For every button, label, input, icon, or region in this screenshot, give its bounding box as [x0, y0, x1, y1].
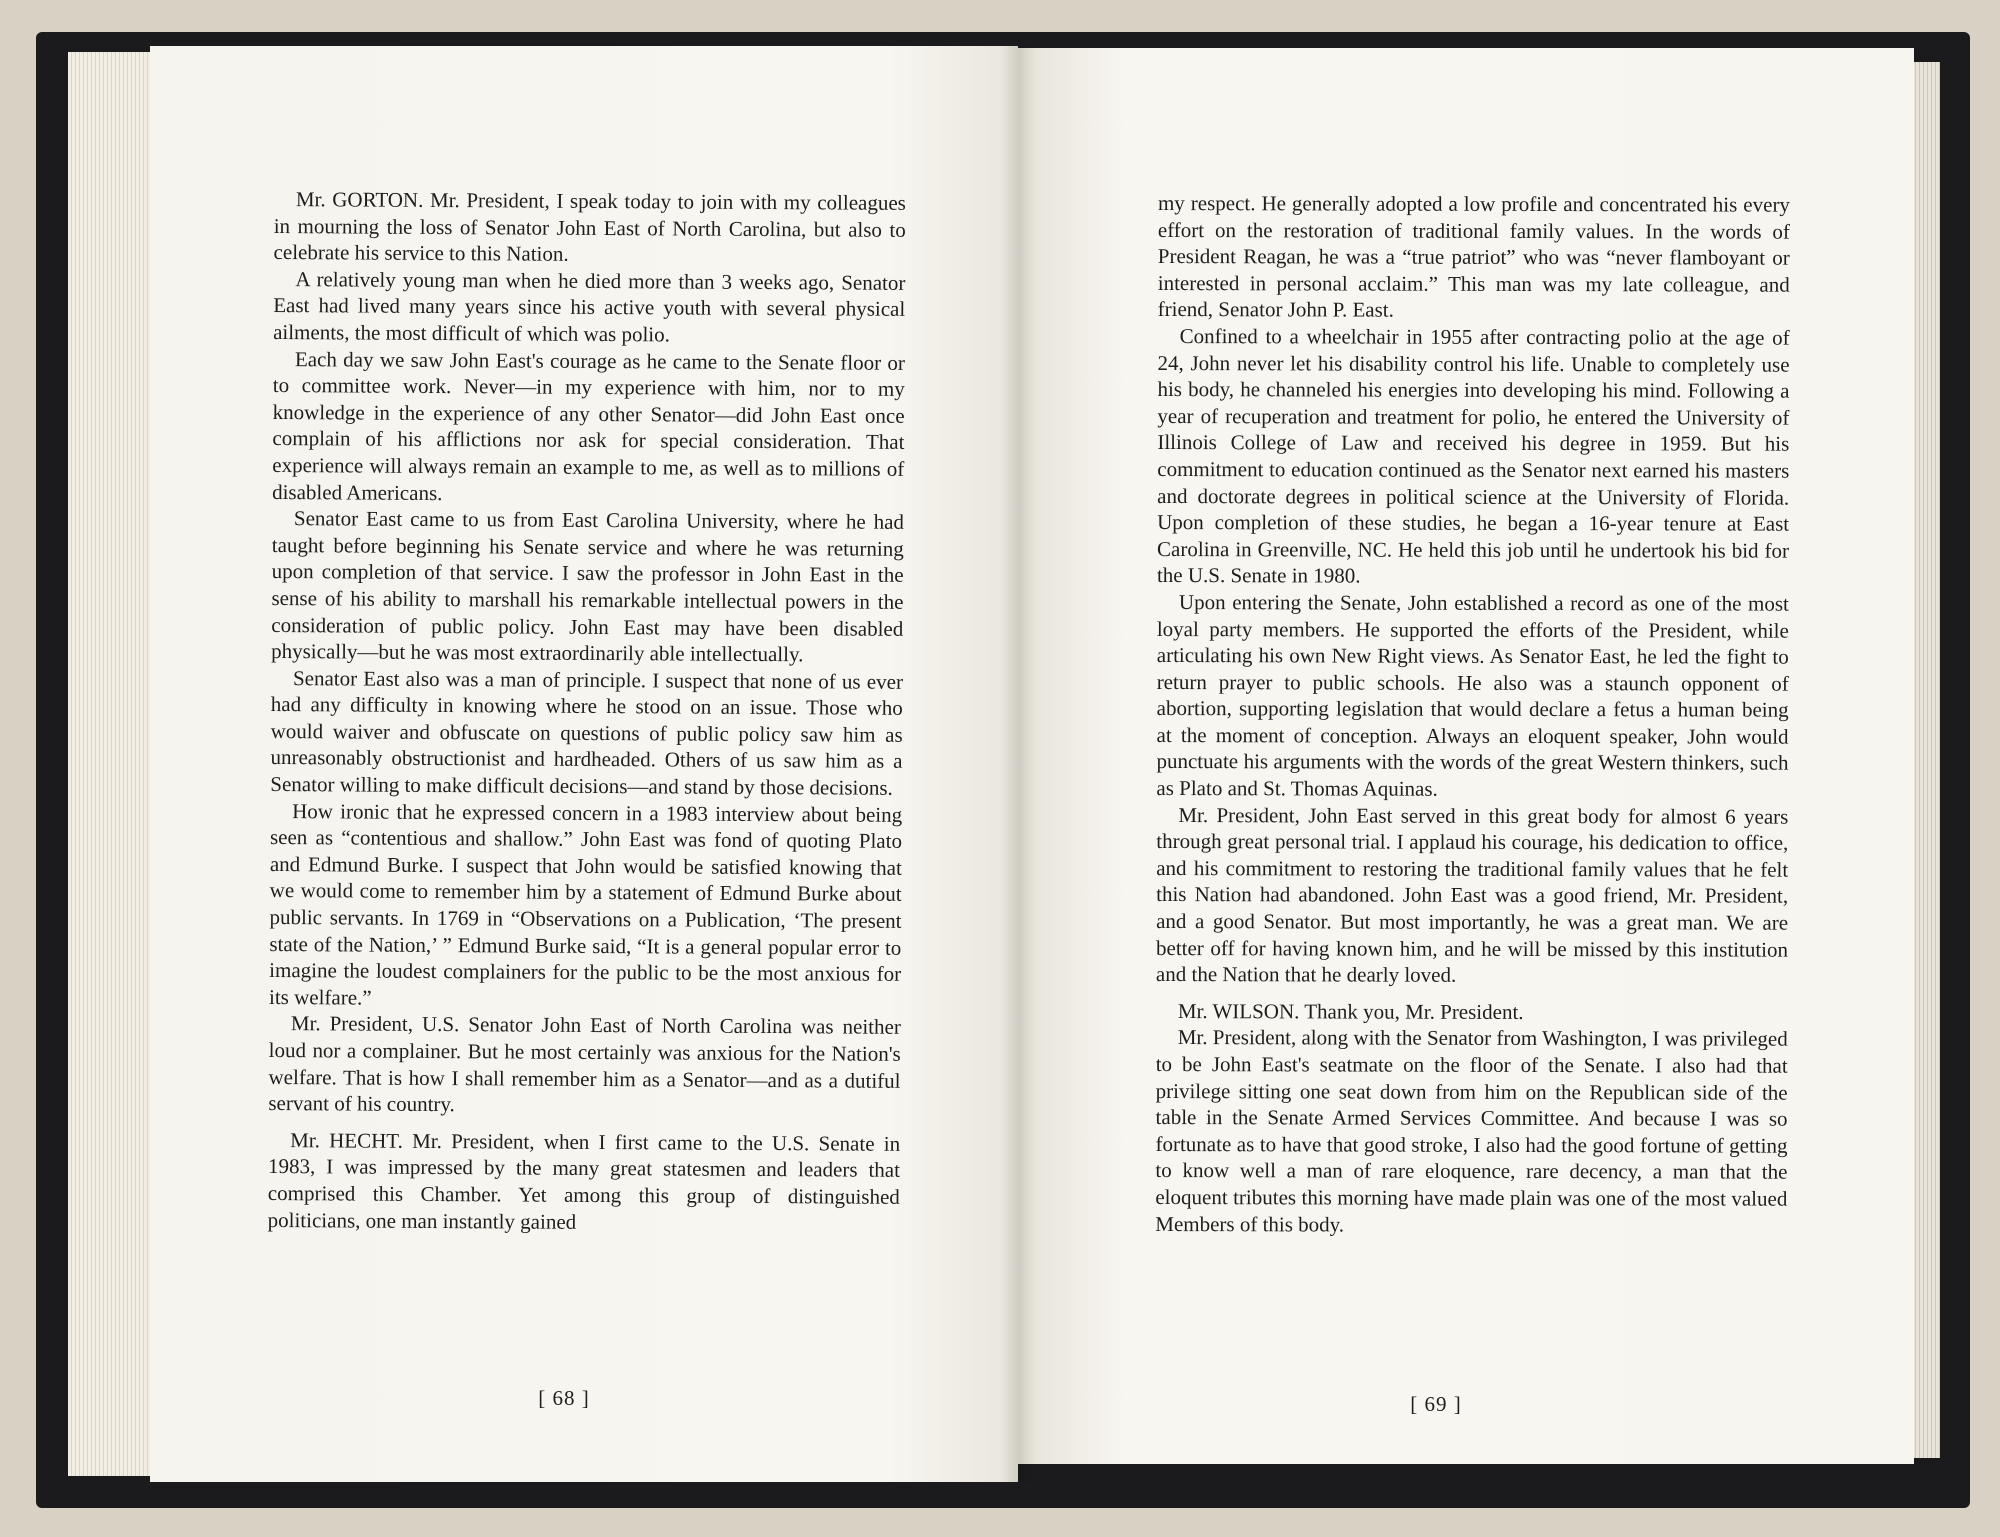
paragraph: How ironic that he expressed concern in a 1983 interview about being seen as “contentious and shallow.” John East was fond of quoting Plato and Edmund Burke. I suspect that John would be satisfied knowing that we would come to remember him by a statement of Edmund Burke about public servants. In 1769 in “Observations on a Publication, ‘The present state of the Nation,’ ” Edmund Burke said, “It is a general popular error to imagine the loudest complainers for the public to be the most anxious for its welfare.”	[268, 798, 903, 1010]
paragraph: Mr. President, U.S. Senator John East of North Carolina was neither loud nor a complainer. But he most certainly was anxious for the Nation's welfare. That is how I shall remember him as a Senator—and as a dutiful servant of his country.	[268, 1011, 901, 1117]
paragraph: Mr. President, along with the Senator from Washington, I was privileged to be John East's seatmate on the floor of the Senate. I also had that privilege sitting one seat down from him on the Republican side of the table in the Senate Armed Services Committee. And because I was so fortunate as to have that good stroke, I also had the good fortune of getting to know well a man of rare eloquence, rare decency, a man that the eloquent tributes this morning have made plain was one of the most valued Members of this body.	[1155, 1025, 1788, 1237]
paragraph: A relatively young man when he died more than 3 weeks ago, Senator East had lived many years since his active youth with several physical ailments, the most difficult of which was polio.	[273, 266, 906, 347]
page-edges-left	[68, 52, 160, 1476]
paragraph: Confined to a wheelchair in 1955 after contracting polio at the age of 24, John never let his disability control his life. Unable to completely use his body, he channeled his energies into developing his mind. Following a year of recuperation and treatment for polio, he entered the University of Illinois College of Law and received his degree in 1959. But his commitment to education continued as the Senator next earned his masters and doctorate degrees in political science at the University of Florida. Upon completion of these studies, he began a 16-year tenure at East Carolina in Greenville, NC. He held this job until he undertook his bid for the U.S. Senate in 1980.	[1156, 324, 1790, 588]
right-page-text	[1155, 190, 1790, 1239]
left-page	[150, 46, 1018, 1482]
paragraph: Each day we saw John East's courage as he came to the Senate floor or to committee work. Never—in my experience with him, nor to my knowledge in the experience of any other Senator—did John East once complain of his afflictions nor ask for special consideration. That experience will always remain an example to me, as well as to millions of disabled Americans.	[272, 346, 906, 505]
paragraph: my respect. He generally adopted a low profile and concentrated his every effort on the restoration of traditional family values. In the words of President Reagan, he was a “true patriot” who was “never flamboyant or interested in personal acclaim.” This man was my late colleague, and friend, Senator John P. East.	[1157, 191, 1790, 322]
left-page-text	[268, 186, 906, 1237]
paragraph: Upon entering the Senate, John established a record as one of the most loyal party members. He supported the efforts of the President, while articulating his own New Right views. As Senator East, he led the fight to return prayer to public schools. He also was a staunch opponent of abortion, supporting legislation that would declare a fetus a human being at the moment of conception. Always an eloquent speaker, John would punctuate his arguments with the words of the great Western thinkers, such as Plato and St. Thomas Aquinas.	[1156, 589, 1789, 801]
paragraph: Mr. GORTON. Mr. President, I speak today to join with my colleagues in mourning the loss of Senator John East of North Carolina, but also to celebrate his service to this Nation.	[273, 187, 906, 266]
paragraph: Senator East also was a man of principle. I suspect that none of us ever had any difficulty in knowing where he stood on an issue. Those who would waiver and obfuscate on questions of public policy saw him as unreasonably obstructionist and hardheaded. Others of us saw him as a Senator willing to make difficult decisions—and stand by those decisions.	[270, 665, 904, 800]
paragraph: Senator East came to us from East Carolina University, where he had taught before beginning his Senate service and where he was returning upon completion of that service. I saw the professor in John East in the sense of his ability to marshall his remarkable intellectual powers in the consideration of public policy. John East may have been disabled physically—but he was most extraordinarily able intellectually.	[271, 506, 905, 667]
paragraph: Mr. WILSON. Thank you, Mr. President.	[1177, 998, 1524, 1024]
paragraph: Mr. HECHT. Mr. President, when I first came to the U.S. Senate in 1983, I was impressed by the many great statesmen and leaders that comprised this Chamber. Yet among this group of distinguished politicians, one man instantly gained	[267, 1127, 901, 1234]
paragraph: Mr. President, John East served in this great body for almost 6 years through great personal trial. I applaud his courage, his dedication to office, and his commitment to restoring the traditional family values that he felt this Nation had abandoned. John East was a good friend, Mr. President, and a good Senator. But most importantly, he was a great man. We are better off for having known him, and he will be missed by this institution and the Nation that he dearly loved.	[1155, 802, 1789, 988]
page-number: [ 69 ]	[1410, 1392, 1462, 1416]
right-page	[1018, 48, 1914, 1464]
page-number: [ 68 ]	[538, 1386, 590, 1410]
book-gutter	[1000, 46, 1036, 1482]
